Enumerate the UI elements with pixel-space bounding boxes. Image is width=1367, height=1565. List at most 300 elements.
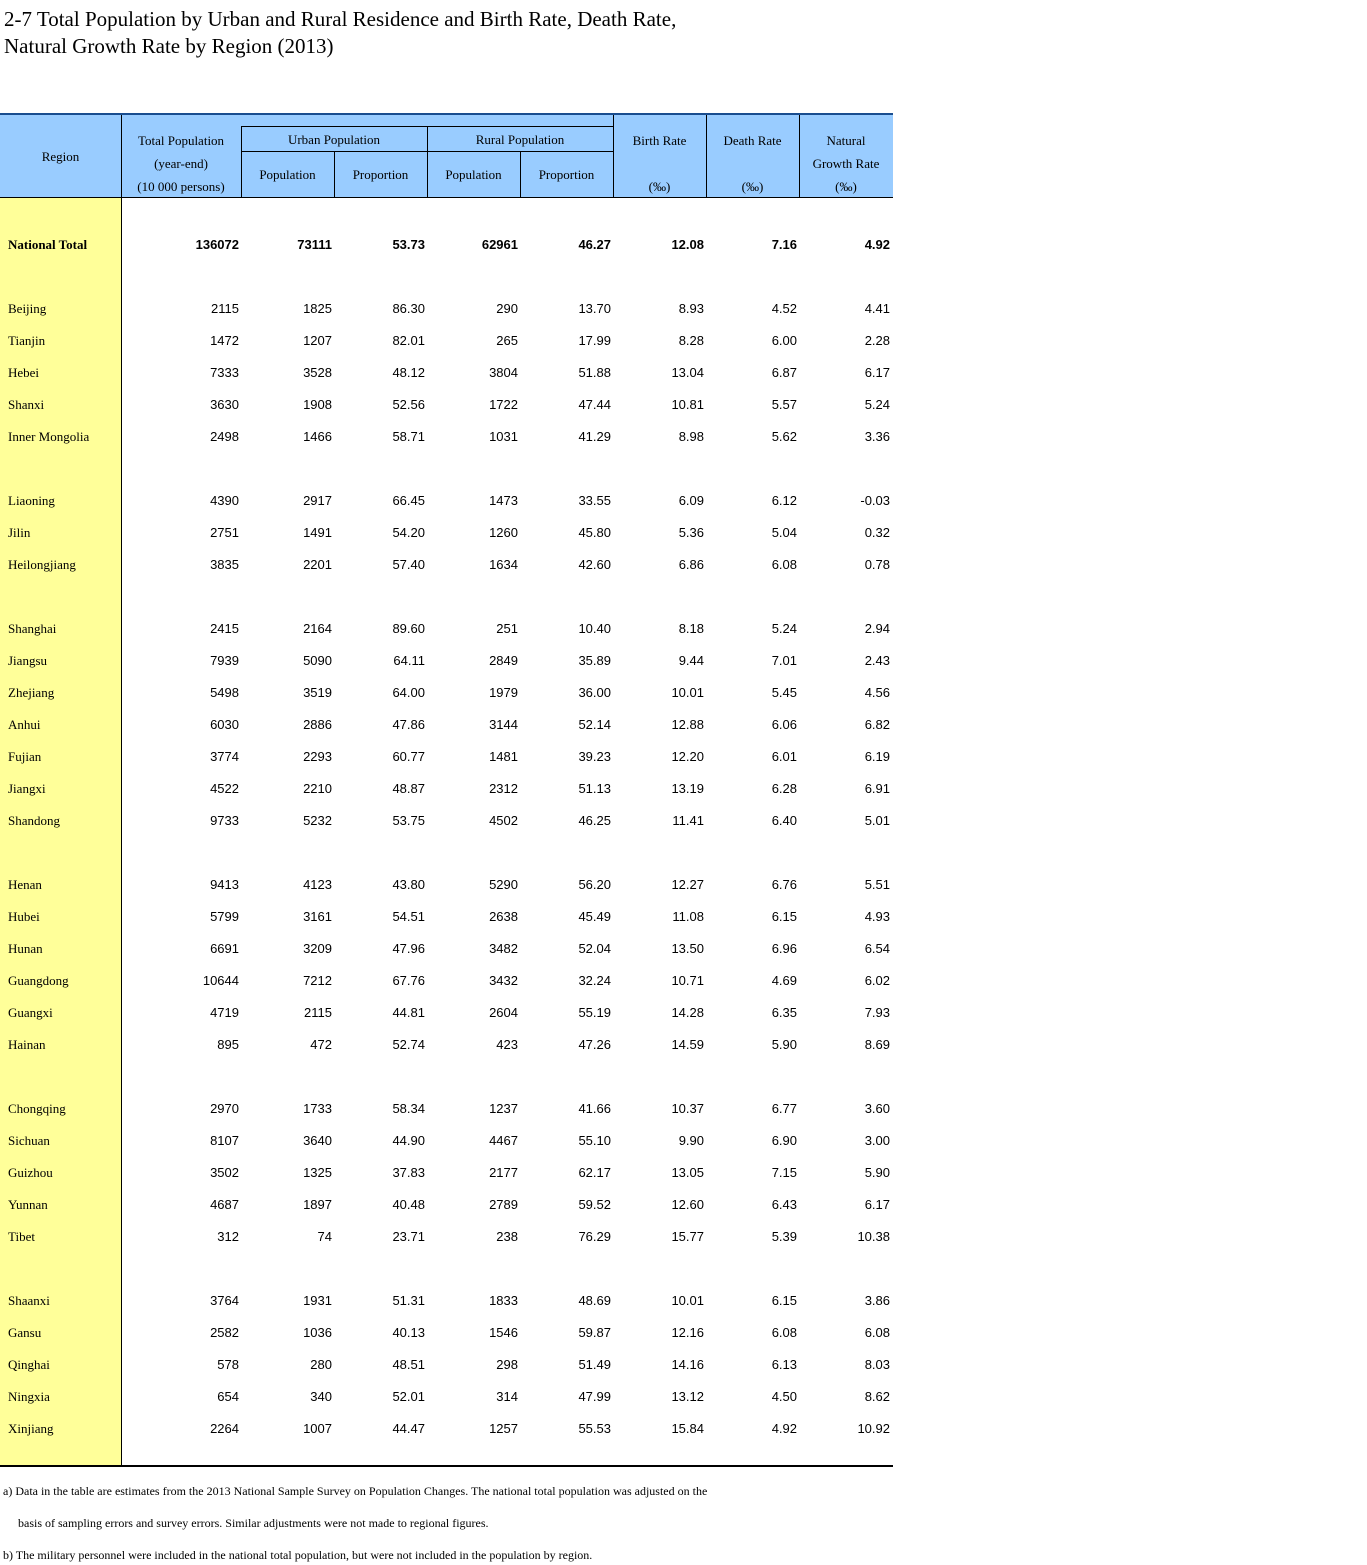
cell-value: 2115 [304,1005,332,1020]
table-row [0,613,893,645]
cell-value: 48.51 [392,1357,425,1372]
header-death-unit: (‰) [741,179,764,194]
cell-value: 2.43 [864,653,890,668]
cell-value: 5.90 [771,1037,797,1052]
cell-value: 5.39 [771,1229,797,1244]
cell-value: 7333 [210,365,239,380]
cell-value: 1481 [489,749,518,764]
table-row [0,357,893,389]
region-name: Hebei [8,365,40,380]
cell-value: 52.74 [392,1037,425,1052]
cell-value: 6.35 [771,1005,797,1020]
cell-value: 6.08 [771,1325,797,1340]
cell-value: 13.12 [671,1389,704,1404]
cell-value: 5799 [210,909,239,924]
cell-value: 6.43 [771,1197,797,1212]
cell-value: 2293 [303,749,332,764]
cell-value: 55.53 [578,1421,611,1436]
cell-value: 33.55 [578,493,611,508]
cell-value: 46.25 [578,813,611,828]
cell-value: 5.57 [771,397,797,412]
table-row [0,901,893,933]
cell-value: 6691 [210,941,239,956]
cell-value: 57.40 [392,557,425,572]
cell-value: 6.86 [678,557,704,572]
header-total-pop-3: (10 000 persons) [137,179,225,194]
cell-value: 53.73 [392,237,425,252]
table-row [0,933,893,965]
cell-value: 6.40 [771,813,797,828]
cell-value: 64.00 [392,685,425,700]
cell-value: 62.17 [578,1165,611,1180]
cell-value: 48.87 [392,781,425,796]
cell-value: 3764 [210,1293,239,1308]
cell-value: 6.08 [864,1325,890,1340]
cell-value: 895 [217,1037,239,1052]
cell-value: 472 [310,1037,332,1052]
header-total-pop-2: (year-end) [154,156,208,171]
cell-value: 290 [496,301,518,316]
cell-value: 10.37 [671,1101,704,1116]
cell-value: 238 [496,1229,518,1244]
title-line-2: Natural Growth Rate by Region (2013) [4,34,334,58]
table-row [0,1317,893,1349]
cell-value: 5.24 [771,621,797,636]
cell-value: 3.86 [864,1293,890,1308]
region-name: Heilongjiang [8,557,76,572]
cell-value: 251 [496,621,518,636]
cell-value: 12.08 [671,237,704,252]
cell-value: 35.89 [578,653,611,668]
table-row [0,485,893,517]
cell-value: 1257 [489,1421,518,1436]
cell-value: 2164 [303,621,332,636]
cell-value: 4.50 [771,1389,797,1404]
cell-value: 2751 [210,525,239,540]
cell-value: 1036 [303,1325,332,1340]
cell-value: 12.88 [671,717,704,732]
region-name: Shaanxi [8,1293,50,1308]
cell-value: 48.12 [392,365,425,380]
cell-value: 43.80 [392,877,425,892]
region-name: Tibet [8,1229,35,1244]
cell-value: 1722 [489,397,518,412]
footnote-b: b) The military personnel were included in the national total population, but were not included in the population by region. [3,1548,593,1562]
cell-value: 6.17 [864,365,890,380]
cell-value: 8.93 [678,301,704,316]
cell-value: 10.40 [578,621,611,636]
cell-value: 15.77 [671,1229,704,1244]
cell-value: 3.60 [864,1101,890,1116]
cell-value: 10.38 [857,1229,890,1244]
header-natural-2: Growth Rate [812,156,880,171]
cell-value: 12.16 [671,1325,704,1340]
cell-value: 4502 [489,813,518,828]
cell-value: 46.27 [578,237,611,252]
cell-value: 10.81 [671,397,704,412]
cell-value: 51.49 [578,1357,611,1372]
cell-value: 4.56 [864,685,890,700]
footnote-a-line-1: a) Data in the table are estimates from the 2013 National Sample Survey on Population Changes. The national total population was adjusted on the [3,1484,708,1498]
cell-value: 3432 [489,973,518,988]
region-name: Inner Mongolia [8,429,90,444]
cell-value: 6.82 [864,717,890,732]
cell-value: 3482 [489,941,518,956]
cell-value: 1325 [303,1165,332,1180]
cell-value: 32.24 [578,973,611,988]
cell-value: 44.47 [392,1421,425,1436]
cell-value: 45.49 [578,909,611,924]
cell-value: 67.76 [392,973,425,988]
cell-value: 14.16 [671,1357,704,1372]
cell-value: 11.08 [672,909,704,924]
cell-value: 8.69 [864,1037,890,1052]
region-name: Chongqing [8,1101,66,1116]
header-death-rate: Death Rate [723,133,782,148]
cell-value: 8107 [210,1133,239,1148]
table-row [0,389,893,421]
region-name: Jiangsu [8,653,47,668]
cell-value: -0.03 [860,493,890,508]
cell-value: 44.90 [392,1133,425,1148]
table-row [0,805,893,837]
table-row [0,517,893,549]
header-rural: Rural Population [475,132,565,147]
cell-value: 2415 [210,621,239,636]
cell-value: 9733 [210,813,239,828]
cell-value: 578 [217,1357,239,1372]
cell-value: 1833 [489,1293,518,1308]
cell-value: 6.91 [864,781,890,796]
region-name: Zhejiang [8,685,55,700]
header-natural-1: Natural [826,133,866,148]
cell-value: 37.83 [392,1165,425,1180]
cell-value: 76.29 [578,1229,611,1244]
cell-value: 15.84 [671,1421,704,1436]
cell-value: 60.77 [392,749,425,764]
cell-value: 7939 [210,653,239,668]
cell-value: 51.13 [578,781,611,796]
region-name: National Total [8,237,88,252]
cell-value: 73111 [297,237,332,252]
region-name: Yunnan [8,1197,48,1212]
cell-value: 8.03 [864,1357,890,1372]
table-row [0,421,893,453]
cell-value: 5.04 [771,525,797,540]
cell-value: 62961 [481,237,518,252]
cell-value: 5.01 [864,813,890,828]
cell-value: 2917 [303,493,332,508]
header-birth-rate: Birth Rate [632,133,687,148]
cell-value: 4.92 [864,237,890,252]
header-urban-population: Population [259,167,316,182]
cell-value: 47.86 [392,717,425,732]
cell-value: 1733 [303,1101,332,1116]
cell-value: 10.01 [671,685,704,700]
table-row [0,1093,893,1125]
title-line-1: 2-7 Total Population by Urban and Rural Residence and Birth Rate, Death Rate, [4,7,677,31]
region-name: Jiangxi [8,781,46,796]
cell-value: 6.96 [771,941,797,956]
cell-value: 2582 [210,1325,239,1340]
cell-value: 40.48 [392,1197,425,1212]
cell-value: 3161 [303,909,332,924]
cell-value: 5.51 [864,877,890,892]
cell-value: 12.27 [671,877,704,892]
table-row [0,1189,893,1221]
cell-value: 12.60 [671,1197,704,1212]
national-total-row [0,229,893,261]
header-region: Region [41,149,80,164]
cell-value: 3630 [210,397,239,412]
cell-value: 280 [310,1357,332,1372]
region-name: Tianjin [8,333,46,348]
cell-value: 6.77 [771,1101,797,1116]
header-rural-population: Population [445,167,502,182]
cell-value: 54.51 [392,909,425,924]
cell-value: 6.15 [771,1293,797,1308]
cell-value: 314 [496,1389,518,1404]
cell-value: 54.20 [392,525,425,540]
cell-value: 17.99 [578,333,611,348]
region-name: Anhui [8,717,41,732]
table-row [0,325,893,357]
cell-value: 5.45 [771,685,797,700]
cell-value: 58.71 [392,429,425,444]
table-row [0,997,893,1029]
cell-value: 8.98 [678,429,704,444]
cell-value: 45.80 [578,525,611,540]
cell-value: 13.70 [578,301,611,316]
cell-value: 2201 [303,557,332,572]
cell-value: 2312 [489,781,518,796]
cell-value: 4.92 [771,1421,797,1436]
cell-value: 52.56 [392,397,425,412]
cell-value: 10.01 [671,1293,704,1308]
region-name: Beijing [8,301,47,316]
header-rural-proportion: Proportion [538,167,595,182]
cell-value: 13.50 [671,941,704,956]
cell-value: 2.94 [864,621,890,636]
cell-value: 53.75 [392,813,425,828]
cell-value: 58.34 [392,1101,425,1116]
region-name: Guangdong [8,973,69,988]
cell-value: 59.87 [578,1325,611,1340]
cell-value: 6.09 [678,493,704,508]
cell-value: 47.44 [578,397,611,412]
cell-value: 4.69 [771,973,797,988]
cell-value: 82.01 [392,333,425,348]
cell-value: 7212 [303,973,332,988]
cell-value: 4.41 [864,301,890,316]
cell-value: 1237 [489,1101,518,1116]
cell-value: 6.12 [771,493,797,508]
cell-value: 2115 [211,301,239,316]
cell-value: 6030 [210,717,239,732]
page-title [4,6,676,60]
cell-value: 4719 [210,1005,239,1020]
cell-value: 2.28 [864,333,890,348]
cell-value: 52.14 [578,717,611,732]
cell-value: 66.45 [392,493,425,508]
cell-value: 55.19 [578,1005,611,1020]
cell-value: 1466 [303,429,332,444]
cell-value: 5.36 [678,525,704,540]
table-row [0,1221,893,1253]
region-name: Hunan [8,941,43,956]
cell-value: 3640 [303,1133,332,1148]
cell-value: 1472 [210,333,239,348]
region-name: Guizhou [8,1165,53,1180]
table-row [0,869,893,901]
table-row [0,1381,893,1413]
cell-value: 48.69 [578,1293,611,1308]
cell-value: 2498 [210,429,239,444]
cell-value: 1908 [303,397,332,412]
cell-value: 10644 [202,973,239,988]
cell-value: 13.04 [671,365,704,380]
cell-value: 3144 [489,717,518,732]
cell-value: 2604 [489,1005,518,1020]
cell-value: 39.23 [578,749,611,764]
cell-value: 41.29 [578,429,611,444]
header-natural-unit: (‰) [835,179,857,194]
header-total-pop-1: Total Population [137,133,225,148]
cell-value: 4390 [210,493,239,508]
cell-value: 12.20 [671,749,704,764]
cell-value: 1007 [303,1421,332,1436]
cell-value: 2638 [489,909,518,924]
cell-value: 2264 [210,1421,239,1436]
cell-value: 2970 [210,1101,239,1116]
cell-value: 51.88 [578,365,611,380]
region-name: Gansu [8,1325,42,1340]
cell-value: 340 [310,1389,332,1404]
table-row [0,1125,893,1157]
cell-value: 40.13 [392,1325,425,1340]
cell-value: 1897 [303,1197,332,1212]
cell-value: 312 [217,1229,239,1244]
cell-value: 89.60 [392,621,425,636]
cell-value: 4123 [303,877,332,892]
region-name: Qinghai [8,1357,50,1372]
cell-value: 3502 [210,1165,239,1180]
cell-value: 3774 [210,749,239,764]
cell-value: 4.52 [771,301,797,316]
region-name: Sichuan [8,1133,50,1148]
cell-value: 6.06 [771,717,797,732]
table-row [0,1029,893,1061]
cell-value: 5498 [210,685,239,700]
cell-value: 1931 [303,1293,332,1308]
table-row [0,1285,893,1317]
region-name: Hainan [8,1037,46,1052]
cell-value: 14.28 [671,1005,704,1020]
cell-value: 5.90 [864,1165,890,1180]
cell-value: 7.15 [771,1165,797,1180]
table-row [0,549,893,581]
cell-value: 5.62 [771,429,797,444]
cell-value: 23.71 [392,1229,425,1244]
cell-value: 47.96 [392,941,425,956]
cell-value: 47.99 [578,1389,611,1404]
cell-value: 3835 [210,557,239,572]
cell-value: 8.18 [678,621,704,636]
region-name: Guangxi [8,1005,53,1020]
region-name: Henan [8,877,42,892]
cell-value: 2789 [489,1197,518,1212]
cell-value: 3.36 [864,429,890,444]
cell-value: 1260 [489,525,518,540]
region-name: Jilin [8,525,31,540]
cell-value: 1979 [489,685,518,700]
table-row [0,709,893,741]
cell-value: 2886 [303,717,332,732]
cell-value: 9413 [210,877,239,892]
region-name: Shandong [8,813,60,828]
cell-value: 10.71 [671,973,704,988]
cell-value: 6.01 [771,749,797,764]
table-row [0,965,893,997]
cell-value: 10.92 [857,1421,890,1436]
cell-value: 59.52 [578,1197,611,1212]
cell-value: 5290 [489,877,518,892]
region-name: Fujian [8,749,42,764]
cell-value: 654 [217,1389,239,1404]
cell-value: 6.17 [864,1197,890,1212]
table-row [0,1413,893,1445]
region-name: Hubei [8,909,40,924]
table-row [0,1157,893,1189]
cell-value: 1207 [303,333,332,348]
cell-value: 1825 [303,301,332,316]
region-name: Shanghai [8,621,57,636]
cell-value: 5090 [303,653,332,668]
cell-value: 4687 [210,1197,239,1212]
table-row [0,773,893,805]
cell-value: 2849 [489,653,518,668]
cell-value: 3209 [303,941,332,956]
cell-value: 64.11 [393,653,425,668]
cell-value: 423 [496,1037,518,1052]
cell-value: 5232 [303,813,332,828]
region-name: Xinjiang [8,1421,54,1436]
cell-value: 13.19 [671,781,704,796]
table-row [0,293,893,325]
cell-value: 51.31 [392,1293,425,1308]
cell-value: 14.59 [671,1037,704,1052]
cell-value: 42.60 [578,557,611,572]
cell-value: 1491 [303,525,332,540]
cell-value: 6.08 [771,557,797,572]
header-birth-unit: (‰) [648,179,671,194]
cell-value: 9.90 [678,1133,704,1148]
cell-value: 47.26 [578,1037,611,1052]
cell-value: 6.15 [771,909,797,924]
cell-value: 3528 [303,365,332,380]
table-row [0,1349,893,1381]
cell-value: 7.01 [771,653,797,668]
cell-value: 136072 [195,237,239,252]
cell-value: 1546 [489,1325,518,1340]
cell-value: 6.28 [771,781,797,796]
cell-value: 298 [496,1357,518,1372]
region-name: Shanxi [8,397,45,412]
cell-value: 44.81 [392,1005,425,1020]
cell-value: 6.19 [864,749,890,764]
cell-value: 41.66 [578,1101,611,1116]
cell-value: 52.04 [578,941,611,956]
